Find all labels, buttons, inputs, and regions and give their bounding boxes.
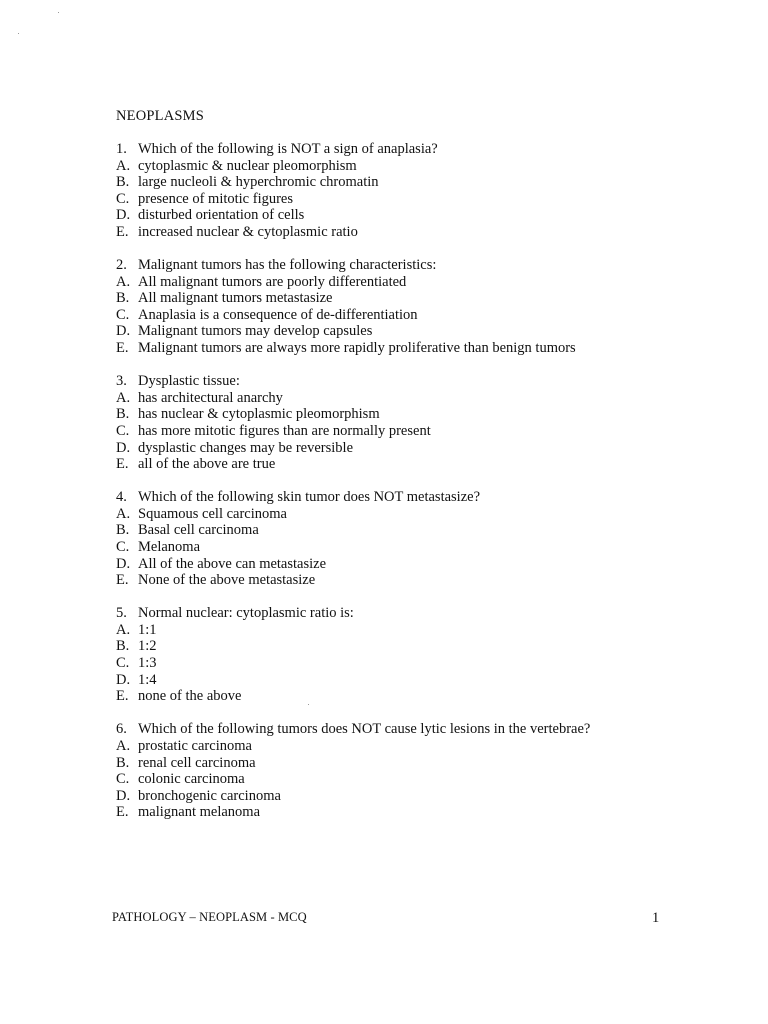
question-stem	[116, 721, 736, 738]
option-letter: E.	[116, 688, 129, 705]
option-letter: D.	[116, 207, 131, 224]
answer-option	[116, 622, 736, 639]
answer-option	[116, 638, 736, 655]
option-text: has nuclear & cytoplasmic pleomorphism	[138, 406, 380, 423]
option-letter: A.	[116, 273, 131, 290]
question-text: Dysplastic tissue:	[138, 373, 240, 390]
option-letter: D.	[116, 671, 131, 688]
answer-option	[116, 755, 736, 772]
answer-option	[116, 174, 736, 191]
question-block	[116, 605, 736, 705]
question-number: 1.	[116, 141, 127, 157]
question-text: Which of the following skin tumor does NOT metastasize?	[138, 489, 481, 506]
option-letter: B.	[116, 754, 130, 771]
option-text: bronchogenic carcinoma	[138, 787, 281, 804]
option-letter: B.	[116, 290, 130, 307]
option-text: presence of mitotic figures	[138, 190, 294, 207]
question-number: 5.	[116, 605, 127, 622]
answer-option	[116, 655, 736, 672]
answer-option	[116, 522, 736, 539]
option-letter: A.	[116, 621, 131, 638]
option-letter: A.	[116, 737, 131, 754]
answer-option	[116, 738, 736, 755]
answer-option	[116, 307, 736, 324]
option-text: colonic carcinoma	[138, 771, 245, 788]
option-text: 1:2	[138, 638, 157, 655]
question-stem	[116, 605, 736, 622]
option-text: has architectural anarchy	[138, 389, 283, 406]
question-stem	[116, 141, 736, 158]
option-letter: D.	[116, 555, 131, 572]
question-text: Which of the following is NOT a sign of anaplasia?	[138, 141, 438, 157]
option-text: All of the above can metastasize	[138, 555, 327, 572]
scan-speck	[58, 12, 59, 13]
answer-option	[116, 539, 736, 556]
answer-option	[116, 290, 736, 307]
option-letter: C.	[116, 190, 130, 207]
question-number: 4.	[116, 489, 127, 506]
answer-option	[116, 804, 736, 821]
option-letter: D.	[116, 787, 131, 804]
option-letter: C.	[116, 306, 130, 323]
option-text: all of the above are true	[138, 456, 276, 473]
question-text: Which of the following tumors does NOT cause lytic lesions in the vertebrae?	[138, 721, 591, 738]
option-letter: D.	[116, 323, 131, 340]
option-letter: A.	[116, 389, 131, 406]
answer-option	[116, 771, 736, 788]
question-stem	[116, 373, 736, 390]
answer-option	[116, 158, 736, 175]
answer-option	[116, 207, 736, 224]
option-letter: E.	[116, 804, 129, 821]
option-letter: B.	[116, 406, 130, 423]
answer-option	[116, 191, 736, 208]
answer-option	[116, 274, 736, 291]
question-text: Malignant tumors has the following characteristics:	[138, 257, 437, 274]
question-block	[116, 489, 736, 589]
option-letter: A.	[116, 505, 131, 522]
option-letter: C.	[116, 771, 130, 788]
answer-option	[116, 572, 736, 589]
option-text: Malignant tumors are always more rapidly proliferative than benign tumors	[138, 340, 576, 357]
question-number: 6.	[116, 721, 127, 738]
question-stem	[116, 489, 736, 506]
option-text: All malignant tumors metastasize	[138, 290, 333, 307]
option-text: cytoplasmic & nuclear pleomorphism	[138, 157, 357, 174]
option-text: malignant melanoma	[138, 804, 261, 821]
option-text: Squamous cell carcinoma	[138, 505, 287, 522]
option-text: prostatic carcinoma	[138, 737, 252, 754]
answer-option	[116, 390, 736, 407]
answer-option	[116, 788, 736, 805]
answer-option	[116, 323, 736, 340]
question-block	[116, 721, 736, 821]
option-text: None of the above metastasize	[138, 572, 316, 589]
option-text: increased nuclear & cytoplasmic ratio	[138, 223, 358, 240]
question-block	[116, 141, 736, 241]
document-title: NEOPLASMS	[116, 108, 205, 124]
option-text: none of the above	[138, 688, 242, 705]
option-text: All malignant tumors are poorly differentiated	[138, 273, 407, 290]
option-letter: E.	[116, 223, 129, 240]
question-number: 3.	[116, 373, 127, 390]
answer-option	[116, 556, 736, 573]
option-text: 1:1	[138, 621, 157, 638]
question-stem	[116, 257, 736, 274]
option-text: large nucleoli & hyperchromic chromatin	[138, 174, 379, 191]
option-letter: D.	[116, 439, 131, 456]
answer-option	[116, 440, 736, 457]
page-footer: PATHOLOGY – NEOPLASM - MCQ	[112, 910, 307, 924]
option-text: 1:4	[138, 671, 157, 688]
option-letter: B.	[116, 174, 130, 191]
option-letter: B.	[116, 638, 130, 655]
answer-option	[116, 340, 736, 357]
option-letter: E.	[116, 456, 129, 473]
option-text: Anaplasia is a consequence of de-differentiation	[138, 306, 418, 323]
option-letter: C.	[116, 422, 130, 439]
answer-option	[116, 423, 736, 440]
option-text: 1:3	[138, 655, 157, 672]
answer-option	[116, 406, 736, 423]
option-text: Malignant tumors may develop capsules	[138, 323, 373, 340]
answer-option	[116, 224, 736, 241]
option-text: renal cell carcinoma	[138, 754, 256, 771]
option-text: Melanoma	[138, 538, 201, 555]
answer-option	[116, 506, 736, 523]
option-text: dysplastic changes may be reversible	[138, 439, 354, 456]
option-letter: B.	[116, 522, 130, 539]
question-number: 2.	[116, 257, 127, 274]
answer-option	[116, 456, 736, 473]
question-list	[116, 141, 736, 837]
option-text: has more mitotic figures than are normally present	[138, 422, 431, 439]
answer-option	[116, 688, 736, 705]
question-text: Normal nuclear: cytoplasmic ratio is:	[138, 605, 354, 622]
scan-speck	[18, 33, 19, 34]
question-block	[116, 257, 736, 357]
option-text: Basal cell carcinoma	[138, 522, 259, 539]
option-letter: E.	[116, 340, 129, 357]
option-letter: C.	[116, 655, 130, 672]
option-text: disturbed orientation of cells	[138, 207, 305, 224]
option-letter: C.	[116, 538, 130, 555]
page-number: 1	[652, 910, 660, 926]
question-block	[116, 373, 736, 473]
option-letter: A.	[116, 157, 131, 174]
answer-option	[116, 672, 736, 689]
option-letter: E.	[116, 572, 129, 589]
